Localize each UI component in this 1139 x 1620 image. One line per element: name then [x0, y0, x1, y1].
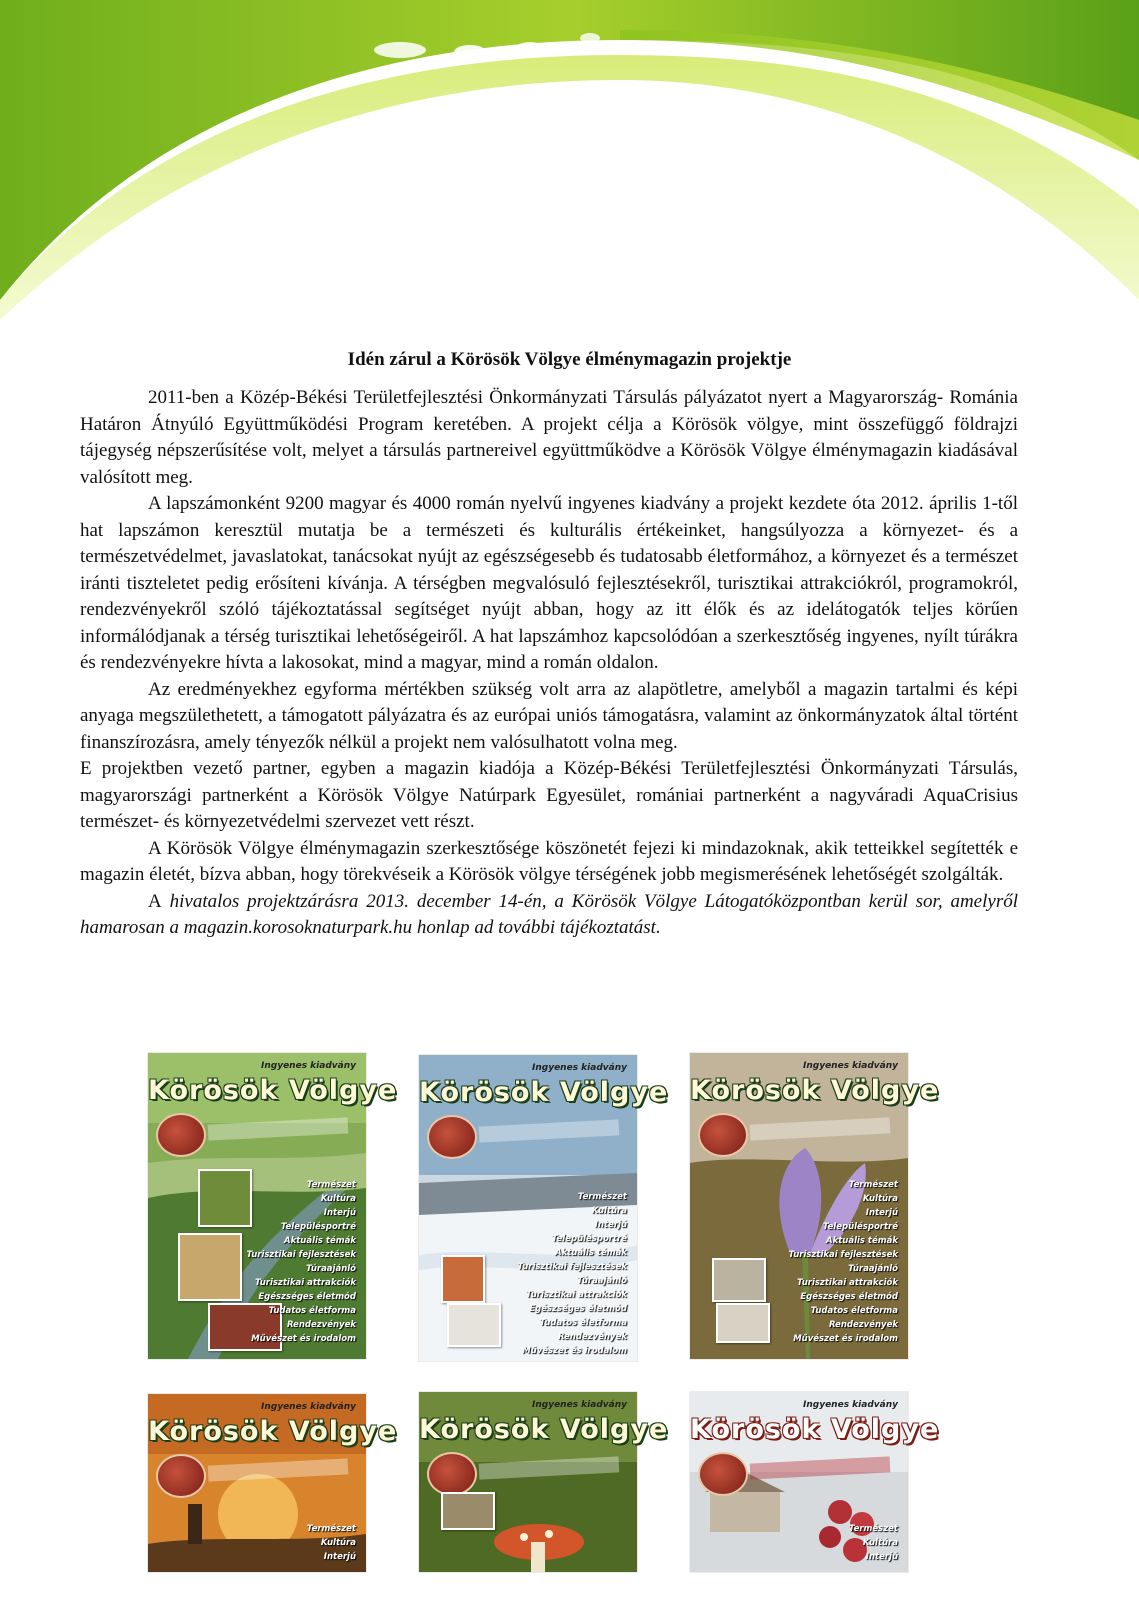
- topic: Rendezvények: [286, 1320, 356, 1330]
- topic: Turisztikai fejlesztések: [788, 1250, 898, 1260]
- cover-6-topics: [849, 1522, 898, 1564]
- cover-3-photo-horses: [712, 1258, 766, 1302]
- cover-5-title: Körösök Völgye: [419, 1414, 669, 1445]
- topic: Turisztikai attrakciók: [255, 1278, 356, 1288]
- cover-2-label: Ingyenes kiadvány: [532, 1063, 627, 1073]
- topic: Tudatos életforma: [810, 1306, 898, 1316]
- cover-3-seal-logo: [698, 1113, 748, 1157]
- cover-5-photo-house: [441, 1492, 495, 1530]
- topic: Kultúra: [862, 1194, 898, 1204]
- paragraph-1: 2011-ben a Közép-Békési Területfejlesztési Önkormányzati Társulás pályázatot nyert a Magyarország- Románia Határon Átnyúló Együttműködési Program keretében. A projekt célja a Körösök völgye, mint összefüggő földrajzi tájegység népszerűsítése volt, melyet a társulás partnereivel együttműködve a Körösök Völgye élménymagazin kiadásával valósított meg.: [80, 387, 1018, 488]
- paragraph-3: Az eredményekhez egyforma mértékben szükség volt arra az alapötletre, amelyből a magazin tartalmi és képi anyaga megszülethetett, a támogatott pályázatra és az európai uniós támogatásra, valamint az önkormányzatok által történt finanszírozásra, amely tényezők nélkül a projekt nem valósulhatott volna meg.: [80, 678, 1018, 753]
- topic: Természet: [848, 1180, 898, 1190]
- closing-lead: A: [148, 890, 162, 912]
- topic: Aktuális témák: [825, 1236, 898, 1246]
- topic: Aktuális témák: [554, 1248, 627, 1258]
- paragraph-closing: [80, 889, 1018, 942]
- topic: Településportré: [551, 1234, 627, 1244]
- magazine-cover-1: [148, 1053, 398, 1359]
- cover-4-seal-logo: [156, 1454, 206, 1498]
- cover-4-title: Körösök Völgye: [148, 1416, 398, 1447]
- cover-1-photo-tree: [198, 1169, 252, 1227]
- cover-4-label: Ingyenes kiadvány: [261, 1402, 356, 1412]
- topic: Aktuális témák: [283, 1236, 356, 1246]
- paragraph-2: A lapszámonként 9200 magyar és 4000 román nyelvű ingyenes kiadvány a projekt kezdete óta 2012. április 1-től hat lapszámon keresztül mutatja be a természeti és kulturális értékeinket, hangsúlyozza a környezet- és a természetvédelmet, javaslatokat, tanácsokat nyújt az egészségesebb és tudatosabb életformához, a környezet és a természet iránti tiszteletet pedig erősíteni kívánja. A térségben megvalósuló fejlesztésekről, turisztikai attrakciókról, programokról, rendezvényekről szóló tájékoztatással segítséget nyújt abban, hogy az itt élők és az idelátogatók teljes körűen informálódjanak a térség turisztikai lehetőségeiről. A hat lapszámhoz kapcsolódóan a szerkesztőség ingyenes, nyílt túrákra és rendezvényekre hívta a lakosokat, mind a magyar, mind a román oldalon.: [80, 493, 1018, 673]
- topic: Túraajánló: [848, 1264, 898, 1274]
- cover-1-label: Ingyenes kiadvány: [261, 1061, 356, 1071]
- topic: Természet: [577, 1192, 627, 1202]
- topic: Egészséges életmód: [529, 1304, 627, 1314]
- cover-2-title: Körösök Völgye: [419, 1077, 669, 1108]
- topic: Művészet és irodalom: [251, 1334, 356, 1344]
- document-body: [80, 385, 1018, 942]
- topic: Természet: [848, 1524, 898, 1534]
- topic: Interjú: [323, 1552, 356, 1562]
- topic: Egészséges életmód: [800, 1292, 898, 1302]
- cover-2-photo-skier: [447, 1303, 501, 1347]
- topic: Tudatos életforma: [539, 1318, 627, 1328]
- magazine-cover-4: [148, 1394, 398, 1572]
- paragraph-4: E projektben vezető partner, egyben a magazin kiadója a Közép-Békési Területfejlesztési Önkormányzati Társulás, magyarországi partnerként a Körösök Völgye Natúrpark Egyesület, romániai partnerként a nagyváradi AquaCrisius természet- és környezetvédelmi szervezet vett részt.: [80, 758, 1018, 832]
- topic: Természet: [306, 1524, 356, 1534]
- header-wave-graphic: [0, 0, 1139, 320]
- topic: Interjú: [865, 1208, 898, 1218]
- topic: Turisztikai attrakciók: [797, 1278, 898, 1288]
- topic: Művészet és irodalom: [522, 1346, 627, 1356]
- cover-6-label: Ingyenes kiadvány: [803, 1400, 898, 1410]
- cover-1-photo-castle: [178, 1233, 242, 1301]
- cover-3-photo-interior: [716, 1303, 770, 1343]
- document-title: Idén zárul a Körösök Völgye élménymagazin projektje: [347, 349, 792, 370]
- topic: Kultúra: [320, 1194, 356, 1204]
- cover-3-title: Körösök Völgye: [690, 1075, 940, 1106]
- cover-1-seal-logo: [156, 1113, 206, 1157]
- topic: Természet: [306, 1180, 356, 1190]
- topic: Kultúra: [320, 1538, 356, 1548]
- cover-6-seal-logo: [698, 1452, 748, 1496]
- cover-1-topics: [247, 1178, 356, 1346]
- topic: Túraajánló: [577, 1276, 627, 1286]
- topic: Egészséges életmód: [258, 1292, 356, 1302]
- closing-italic: hivatalos projektzárásra 2013. december 14-én, a Körösök Völgye Látogatóközpontban kerül sor, amelyről hamarosan a magazin.korosoknaturpark.hu honlap ad további tájékoztatást.: [80, 890, 1018, 938]
- cover-5-seal-logo: [427, 1452, 477, 1496]
- cover-1-title: Körösök Völgye: [148, 1075, 398, 1106]
- cover-4-topics: [307, 1522, 356, 1564]
- cover-2-topics: [518, 1190, 627, 1358]
- topic: Túraajánló: [306, 1264, 356, 1274]
- cover-3-topics: [789, 1178, 898, 1346]
- magazine-cover-6: [690, 1392, 940, 1572]
- magazine-cover-2: [419, 1055, 669, 1361]
- topic: Tudatos életforma: [268, 1306, 356, 1316]
- topic: Kultúra: [591, 1206, 627, 1216]
- cover-2-photo-bird: [441, 1255, 485, 1303]
- topic: Rendezvények: [828, 1320, 898, 1330]
- cover-3-label: Ingyenes kiadvány: [803, 1061, 898, 1071]
- topic: Turisztikai attrakciók: [526, 1290, 627, 1300]
- topic: Településportré: [280, 1222, 356, 1232]
- magazine-cover-3: [690, 1053, 940, 1359]
- magazine-cover-5: [419, 1392, 669, 1572]
- cover-6-title: Körösök Völgye: [690, 1414, 940, 1445]
- topic: Településportré: [822, 1222, 898, 1232]
- topic: Interjú: [865, 1552, 898, 1562]
- topic: Művészet és irodalom: [793, 1334, 898, 1344]
- cover-5-label: Ingyenes kiadvány: [532, 1400, 627, 1410]
- topic: Turisztikai fejlesztések: [246, 1250, 356, 1260]
- topic: Kultúra: [862, 1538, 898, 1548]
- topic: Turisztikai fejlesztések: [517, 1262, 627, 1272]
- topic: Interjú: [323, 1208, 356, 1218]
- paragraph-5: A Körösök Völgye élménymagazin szerkesztősége köszönetét fejezi ki mindazoknak, akik tetteikkel segítették e magazin életét, bízva abban, hogy törekvéseik a Körösök völgye térségének jobb megismerésének lehetőségét szolgálták.: [80, 837, 1018, 885]
- cover-2-seal-logo: [427, 1115, 477, 1159]
- topic: Interjú: [594, 1220, 627, 1230]
- topic: Rendezvények: [557, 1332, 627, 1342]
